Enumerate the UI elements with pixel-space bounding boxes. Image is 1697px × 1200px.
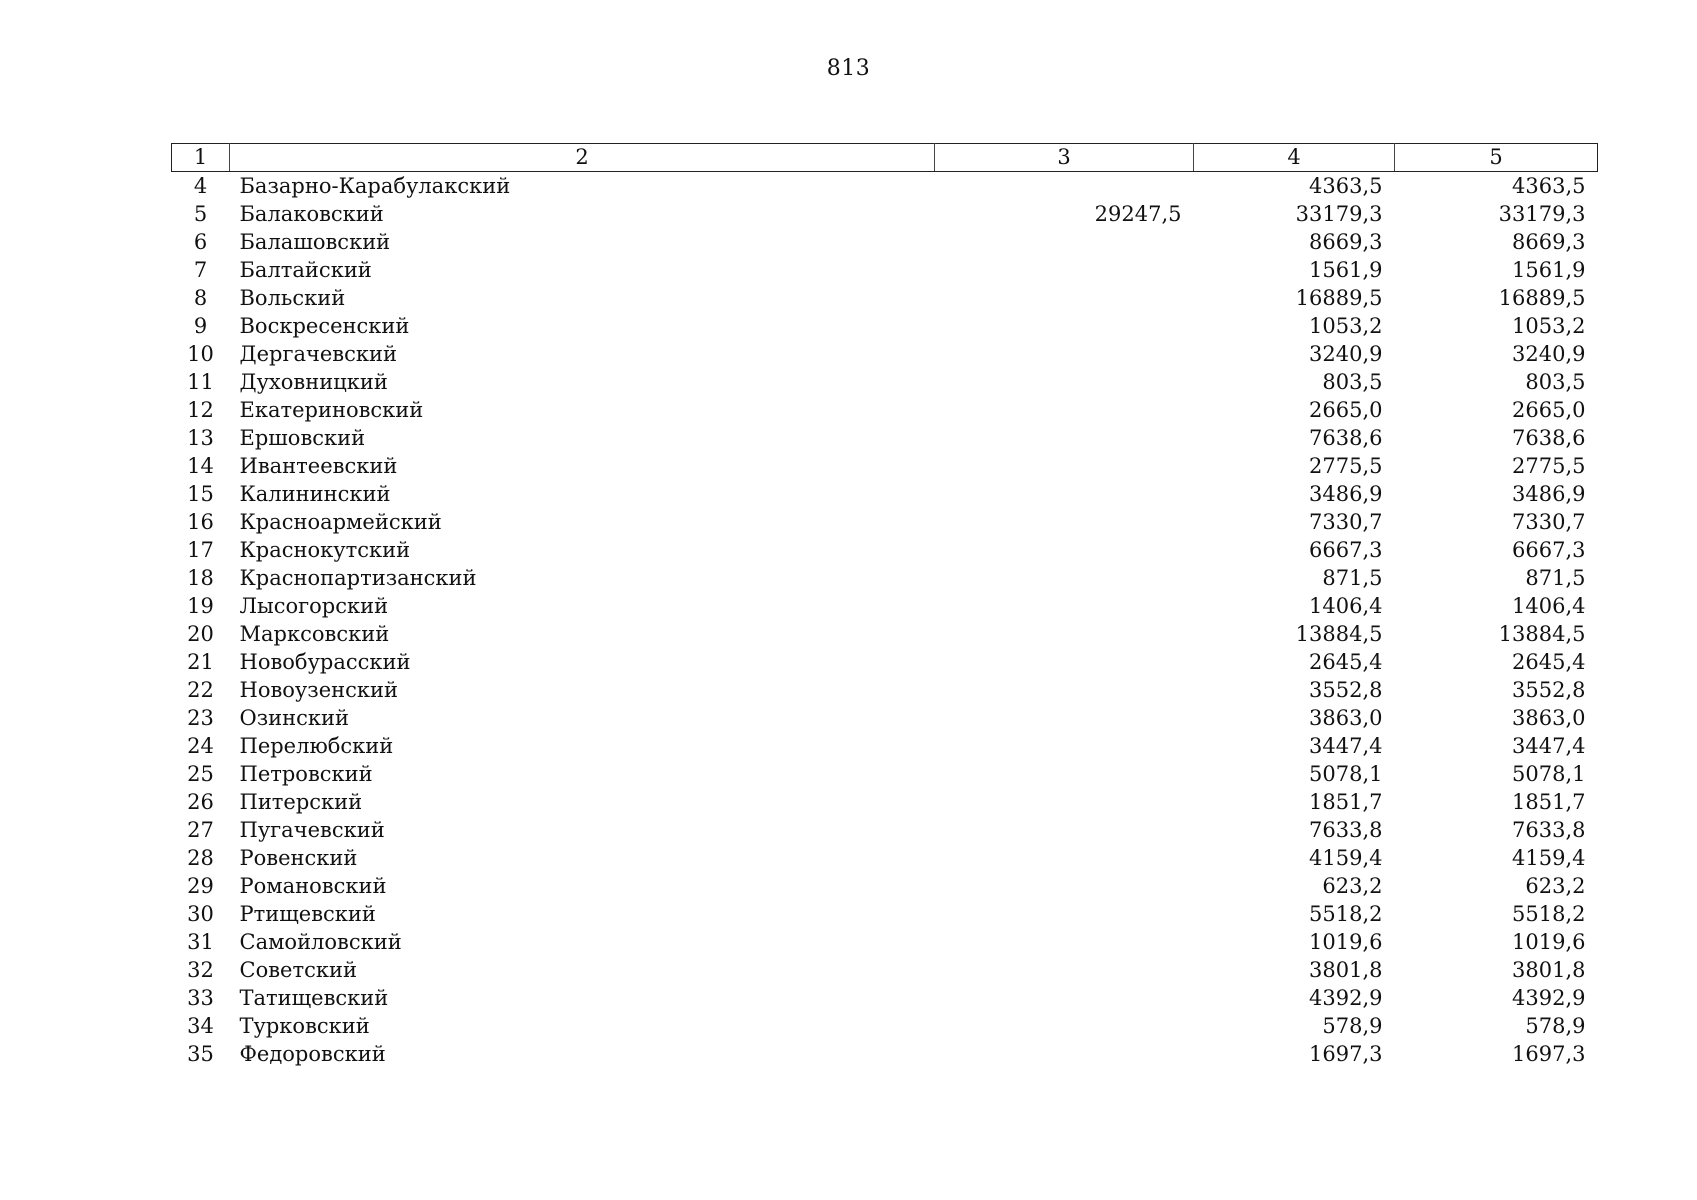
- row-number: 25: [187, 762, 214, 786]
- column-3-value: [935, 284, 1194, 312]
- district-name: Воскресенский: [239, 314, 410, 338]
- row-number: 13: [187, 426, 214, 450]
- row-number: 31: [187, 930, 214, 954]
- row-number: 15: [187, 482, 214, 506]
- column-5-value: 4159,4: [1512, 846, 1586, 870]
- district-name: Ровенский: [239, 846, 358, 870]
- table-body: [172, 172, 1598, 1069]
- column-4-value: 1019,6: [1309, 930, 1383, 954]
- row-number: 20: [187, 622, 214, 646]
- column-5-value: 3240,9: [1512, 342, 1586, 366]
- column-4-value: 803,5: [1322, 370, 1383, 394]
- column-4-value: 623,2: [1322, 874, 1383, 898]
- row-number: 7: [193, 258, 208, 282]
- column-3-value: [935, 956, 1194, 984]
- row-number: 19: [187, 594, 214, 618]
- row-number: 5: [193, 202, 208, 226]
- column-header-4: 4: [1194, 144, 1395, 172]
- table-row: [172, 508, 1598, 536]
- table-row: [172, 452, 1598, 480]
- column-5-value: 6667,3: [1512, 538, 1586, 562]
- row-number: 32: [187, 958, 214, 982]
- column-3-value: [935, 368, 1194, 396]
- table-row: [172, 564, 1598, 592]
- table-row: [172, 844, 1598, 872]
- row-number: 27: [187, 818, 214, 842]
- row-number: 22: [187, 678, 214, 702]
- column-4-value: 871,5: [1322, 566, 1383, 590]
- column-4-value: 1851,7: [1309, 790, 1383, 814]
- column-3-value: [935, 900, 1194, 928]
- table-row: [172, 396, 1598, 424]
- column-5-value: 1697,3: [1512, 1042, 1586, 1066]
- column-3-value: [935, 228, 1194, 256]
- row-number: 34: [187, 1014, 214, 1038]
- district-name: Перелюбский: [239, 734, 394, 758]
- district-name: Балтайский: [239, 258, 372, 282]
- column-3-value: [935, 732, 1194, 760]
- table-row: [172, 284, 1598, 312]
- table-row: [172, 172, 1598, 201]
- row-number: 4: [193, 174, 208, 198]
- column-4-value: 1053,2: [1309, 314, 1383, 338]
- column-4-value: 4159,4: [1309, 846, 1383, 870]
- column-3-value: [935, 424, 1194, 452]
- column-5-value: 3486,9: [1512, 482, 1586, 506]
- column-4-value: 2665,0: [1309, 398, 1383, 422]
- column-4-value: 3863,0: [1309, 706, 1383, 730]
- column-5-value: 4392,9: [1512, 986, 1586, 1010]
- column-5-value: 1851,7: [1512, 790, 1586, 814]
- column-5-value: 5078,1: [1512, 762, 1586, 786]
- table-row: [172, 480, 1598, 508]
- row-number: 11: [187, 370, 214, 394]
- column-5-value: 7330,7: [1512, 510, 1586, 534]
- column-5-value: 1019,6: [1512, 930, 1586, 954]
- district-name: Лысогорский: [239, 594, 389, 618]
- column-header-5: 5: [1395, 144, 1598, 172]
- row-number: 16: [187, 510, 214, 534]
- row-number: 8: [193, 286, 208, 310]
- column-4-value: 3240,9: [1309, 342, 1383, 366]
- table-row: [172, 256, 1598, 284]
- column-3-value: [935, 452, 1194, 480]
- row-number: 23: [187, 706, 214, 730]
- table-row: [172, 312, 1598, 340]
- district-name: Балашовский: [239, 230, 391, 254]
- column-3-value: [935, 256, 1194, 284]
- table-row: [172, 928, 1598, 956]
- column-4-value: 4392,9: [1309, 986, 1383, 1010]
- column-5-value: 2775,5: [1512, 454, 1586, 478]
- page-number: 813: [826, 56, 871, 81]
- district-name: Краснокутский: [239, 538, 411, 562]
- district-name: Дергачевский: [239, 342, 397, 366]
- table-row: [172, 648, 1598, 676]
- table-row: [172, 228, 1598, 256]
- column-5-value: 4363,5: [1512, 174, 1586, 198]
- district-name: Екатериновский: [239, 398, 424, 422]
- column-3-value: [935, 788, 1194, 816]
- column-5-value: 3801,8: [1512, 958, 1586, 982]
- column-header-3: 3: [935, 144, 1194, 172]
- column-4-value: 33179,3: [1295, 202, 1383, 226]
- column-5-value: 5518,2: [1512, 902, 1586, 926]
- column-header-2: 2: [230, 144, 935, 172]
- row-number: 33: [187, 986, 214, 1010]
- column-3-value: [935, 340, 1194, 368]
- row-number: 28: [187, 846, 214, 870]
- table-header: [172, 144, 1598, 172]
- header-row: [172, 144, 1598, 172]
- row-number: 35: [187, 1042, 214, 1066]
- district-name: Питерский: [239, 790, 363, 814]
- column-4-value: 4363,5: [1309, 174, 1383, 198]
- district-name: Федоровский: [239, 1042, 386, 1066]
- column-3-value: [935, 676, 1194, 704]
- column-header-1: 1: [172, 144, 230, 172]
- row-number: 29: [187, 874, 214, 898]
- row-number: 18: [187, 566, 214, 590]
- column-3-value: [935, 1012, 1194, 1040]
- column-5-value: 803,5: [1525, 370, 1586, 394]
- district-name: Новоузенский: [239, 678, 399, 702]
- row-number: 6: [193, 230, 208, 254]
- column-5-value: 2645,4: [1512, 650, 1586, 674]
- district-name: Ртищевский: [239, 902, 376, 926]
- table-row: [172, 704, 1598, 732]
- row-number: 10: [187, 342, 214, 366]
- row-number: 12: [187, 398, 214, 422]
- district-name: Новобурасский: [239, 650, 411, 674]
- column-5-value: 623,2: [1525, 874, 1586, 898]
- column-3-value: [935, 312, 1194, 340]
- column-4-value: 3447,4: [1309, 734, 1383, 758]
- column-4-value: 13884,5: [1295, 622, 1383, 646]
- column-5-value: 3447,4: [1512, 734, 1586, 758]
- data-table: [171, 143, 1598, 1068]
- district-name: Балаковский: [239, 202, 384, 226]
- column-5-value: 7633,8: [1512, 818, 1586, 842]
- column-3-value: [935, 984, 1194, 1012]
- district-name: Петровский: [239, 762, 373, 786]
- table-row: [172, 536, 1598, 564]
- district-name: Духовницкий: [239, 370, 388, 394]
- column-4-value: 1406,4: [1309, 594, 1383, 618]
- column-3-value: [935, 928, 1194, 956]
- column-5-value: 7638,6: [1512, 426, 1586, 450]
- column-4-value: 578,9: [1322, 1014, 1383, 1038]
- column-5-value: 33179,3: [1498, 202, 1586, 226]
- column-4-value: 16889,5: [1295, 286, 1383, 310]
- column-3-value: [935, 872, 1194, 900]
- row-number: 17: [187, 538, 214, 562]
- table-row: [172, 984, 1598, 1012]
- district-name: Калининский: [239, 482, 391, 506]
- row-number: 14: [187, 454, 214, 478]
- column-3-value: [935, 1040, 1194, 1068]
- column-3-value: [935, 760, 1194, 788]
- column-3-value: [935, 704, 1194, 732]
- column-4-value: 2645,4: [1309, 650, 1383, 674]
- table-row: [172, 872, 1598, 900]
- column-5-value: 1406,4: [1512, 594, 1586, 618]
- district-name: Ершовский: [239, 426, 366, 450]
- table-row: [172, 200, 1598, 228]
- column-3-value: [935, 508, 1194, 536]
- table-row: [172, 368, 1598, 396]
- district-name: Красноармейский: [239, 510, 442, 534]
- column-4-value: 1561,9: [1309, 258, 1383, 282]
- district-name: Самойловский: [239, 930, 402, 954]
- column-3-value: [935, 172, 1194, 201]
- column-5-value: 13884,5: [1498, 622, 1586, 646]
- column-3-value: [935, 648, 1194, 676]
- column-5-value: 3863,0: [1512, 706, 1586, 730]
- table-row: [172, 900, 1598, 928]
- table-row: [172, 1012, 1598, 1040]
- column-3-value: [935, 396, 1194, 424]
- table-row: [172, 816, 1598, 844]
- table-row: [172, 1040, 1598, 1068]
- row-number: 30: [187, 902, 214, 926]
- district-name: Пугачевский: [239, 818, 385, 842]
- column-5-value: 8669,3: [1512, 230, 1586, 254]
- column-4-value: 2775,5: [1309, 454, 1383, 478]
- column-3-value: [935, 592, 1194, 620]
- table-row: [172, 760, 1598, 788]
- column-3-value: [935, 844, 1194, 872]
- column-4-value: 1697,3: [1309, 1042, 1383, 1066]
- column-4-value: 7633,8: [1309, 818, 1383, 842]
- district-name: Ивантеевский: [239, 454, 398, 478]
- district-name: Татищевский: [239, 986, 389, 1010]
- column-5-value: 16889,5: [1498, 286, 1586, 310]
- column-3-value: [935, 564, 1194, 592]
- district-name: Марксовский: [239, 622, 390, 646]
- table-row: [172, 592, 1598, 620]
- table-row: [172, 732, 1598, 760]
- column-3-value: [935, 816, 1194, 844]
- row-number: 21: [187, 650, 214, 674]
- table-row: [172, 340, 1598, 368]
- table-row: [172, 424, 1598, 452]
- district-name: Озинский: [239, 706, 350, 730]
- column-5-value: 578,9: [1525, 1014, 1586, 1038]
- column-4-value: 3801,8: [1309, 958, 1383, 982]
- column-5-value: 1561,9: [1512, 258, 1586, 282]
- row-number: 24: [187, 734, 214, 758]
- row-number: 26: [187, 790, 214, 814]
- column-5-value: 3552,8: [1512, 678, 1586, 702]
- district-name: Романовский: [239, 874, 387, 898]
- table-row: [172, 620, 1598, 648]
- column-4-value: 6667,3: [1309, 538, 1383, 562]
- column-4-value: 5518,2: [1309, 902, 1383, 926]
- row-number: 9: [193, 314, 208, 338]
- column-3-value: [935, 536, 1194, 564]
- column-4-value: 3552,8: [1309, 678, 1383, 702]
- column-3-value: [935, 480, 1194, 508]
- column-4-value: 8669,3: [1309, 230, 1383, 254]
- district-name: Турковский: [239, 1014, 370, 1038]
- column-3-value: 29247,5: [1094, 202, 1182, 226]
- district-name: Базарно-Карабулакский: [239, 174, 511, 198]
- column-4-value: 5078,1: [1309, 762, 1383, 786]
- column-5-value: 871,5: [1525, 566, 1586, 590]
- table-row: [172, 676, 1598, 704]
- district-name: Вольский: [239, 286, 346, 310]
- district-name: Советский: [239, 958, 357, 982]
- column-4-value: 7330,7: [1309, 510, 1383, 534]
- column-4-value: 3486,9: [1309, 482, 1383, 506]
- table-row: [172, 956, 1598, 984]
- column-3-value: [935, 620, 1194, 648]
- district-name: Краснопартизанский: [239, 566, 477, 590]
- column-4-value: 7638,6: [1309, 426, 1383, 450]
- column-5-value: 1053,2: [1512, 314, 1586, 338]
- column-5-value: 2665,0: [1512, 398, 1586, 422]
- table-row: [172, 788, 1598, 816]
